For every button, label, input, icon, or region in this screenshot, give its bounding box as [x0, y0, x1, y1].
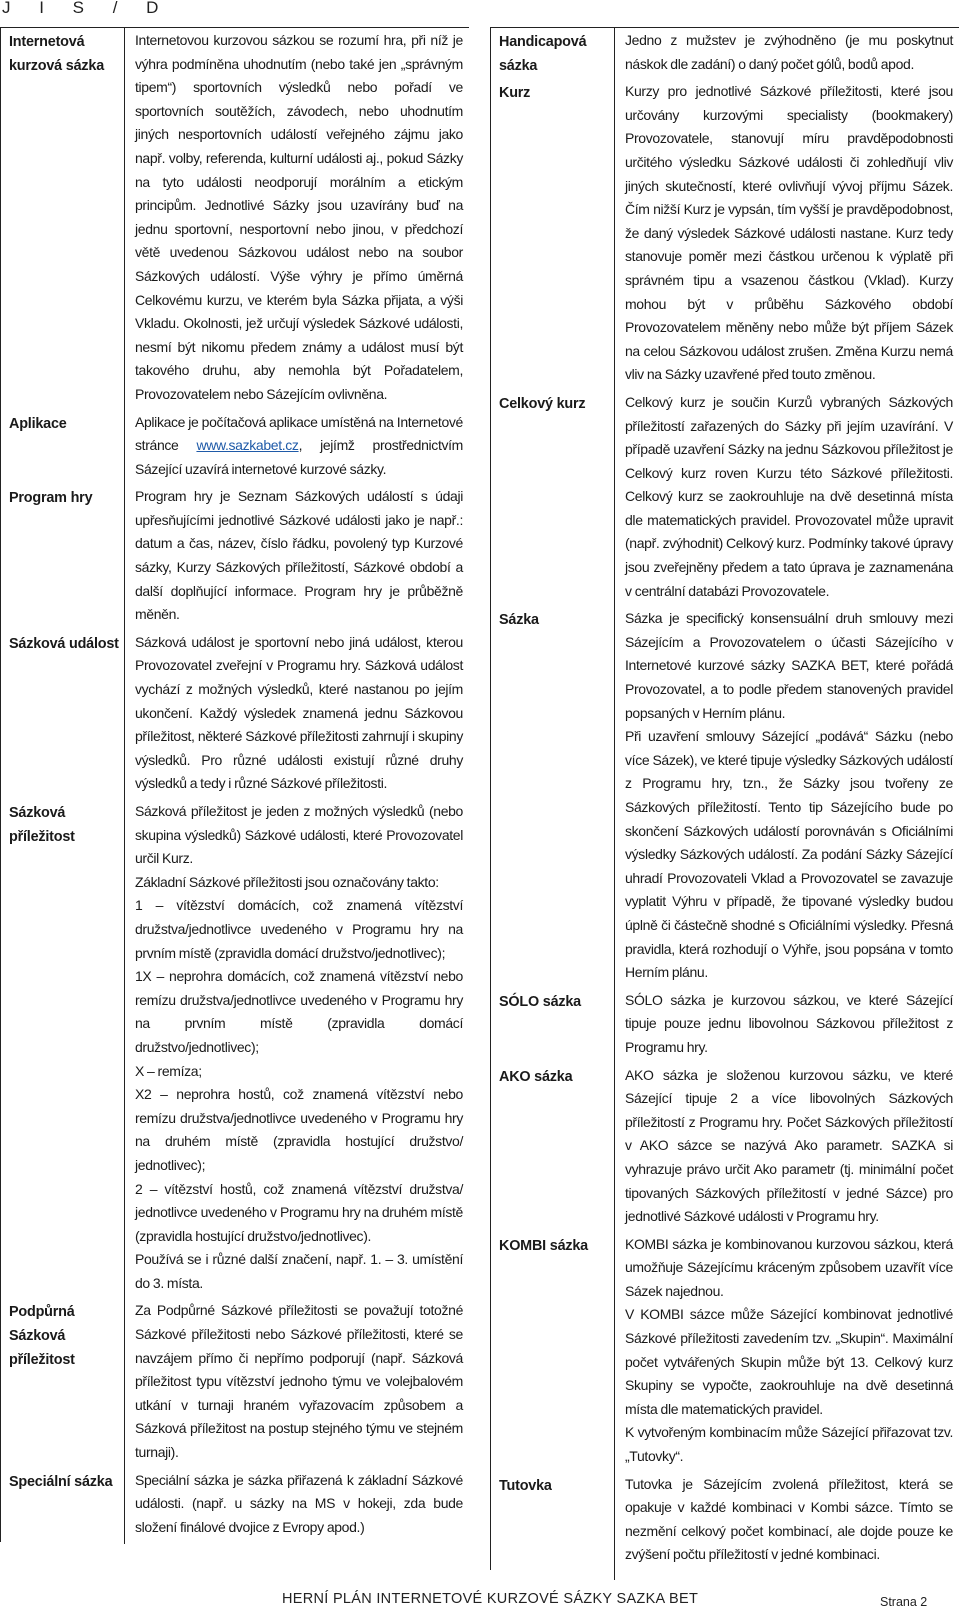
- glossary-row: [1, 484, 469, 630]
- definition-paragraph: Při uzavření smlouvy Sázející „podává“ Sázku (nebo více Sázek), ve které tipuje výsledky Sázkových událostí z Programu hry, tzn., že Sázky jsou tvořeny ze Sázkových příležitostí. Tento tip Sázejícího bude po skončení Sázkových událostí porovnáván s Oficiálními výsledky Sázkových událostí. Za podání Sázky Sázející uhradí Provozovateli Vklad a Provozovatel se zavazuje vyplatit Výhru v případě, že tipované výsledky budou úplně či částečně shodné s Oficiálními výsledky. Přesná pravidla, která rozhodují o Výhře, jsou popsána v tomto Herním plánu.: [625, 728, 953, 981]
- definition-paragraph: Jedno z mužstev je zvýhodněno (je mu poskytnut náskok dle zadání) o daný počet gólů, bodů apod.: [625, 32, 953, 72]
- term-sazkova-prilezitost: Sázková příležitost: [9, 805, 75, 845]
- glossary-row: [491, 28, 959, 79]
- glossary-row: [491, 606, 959, 988]
- definition: [615, 1063, 959, 1232]
- glossary-row: [491, 79, 959, 390]
- glossary-row: [1, 28, 469, 410]
- definition-paragraph: [135, 411, 463, 482]
- brand-logo: J I S / D: [2, 0, 171, 17]
- glossary-row: [491, 1472, 959, 1570]
- glossary-row: [1, 1298, 469, 1467]
- definition-paragraph: 2 – vítězství hostů, což znamená vítězství družstva/ jednotlivce uvedeného v Programu hry na druhém místě (zpravidla hostující družstvo/jednotlivec).: [135, 1180, 463, 1244]
- definition-paragraph: Celkový kurz je součin Kurzů vybraných Sázkových příležitostí zařazených do Sázky při jejím uzavírání. V případě uzavření Sázky na jednu Sázkovou příležitost je Celkový kurz roven Kurzu této Sázkové příležitosti. Celkový kurz se zaokrouhluje na dvě desetinná místa dle matematických pravidel. Provozovatel může upravit (např. zvýhodnit) Celkový kurz. Podmínky takové úpravy jsou zveřejněny předem a tato úprava je zaznamenána v centrální databázi Provozovatele.: [625, 393, 953, 599]
- term-solo-sazka: SÓLO sázka: [499, 993, 581, 1010]
- term-tutovka: Tutovka: [499, 1477, 552, 1494]
- term-handicapova-sazka: Handicapová sázka: [499, 34, 587, 74]
- definition: [615, 606, 959, 988]
- term-sazkova-udalost: Sázková událost: [9, 635, 119, 652]
- definition: [615, 1472, 959, 1570]
- definition: [615, 390, 959, 606]
- definition: [125, 484, 469, 630]
- definition-paragraph: 1 – vítězství domácích, což znamená vítězství družstva/jednotlivce uvedeného v Programu hry na prvním místě (zpravidla domácí družstvo/jednotlivec);: [135, 897, 463, 961]
- definition-paragraph: Základní Sázkové příležitosti jsou označovány takto:: [135, 873, 439, 890]
- term-program-hry: Program hry: [9, 490, 93, 507]
- term-internetova-kurzova-sazka: Internetová kurzová sázka: [9, 34, 104, 74]
- term-kombi-sazka: KOMBI sázka: [499, 1237, 588, 1254]
- definition: [125, 630, 469, 799]
- definition: [615, 28, 959, 79]
- glossary-row: [491, 1063, 959, 1232]
- definition-paragraph: X2 – neprohra hostů, což znamená vítězství nebo remízu družstva/jednotlivce uvedeného v Programu hry na druhém místě (zpravidla hostující družstvo/ jednotlivec);: [135, 1086, 463, 1173]
- term-aplikace: Aplikace: [9, 415, 67, 432]
- definition-paragraph: Používá se i různé další značení, např. 1. – 3. umístění do 3. místa.: [135, 1251, 463, 1291]
- term-kurz: Kurz: [499, 85, 531, 102]
- definition: [125, 1298, 469, 1467]
- term-specialni-sazka: Speciální sázka: [9, 1473, 113, 1490]
- definition-paragraph: Internetovou kurzovou sázkou se rozumí hra, při níž je výhra podmíněna uhodnutím (nebo také jen „správným tipem“) sportovních výsledků nebo pořadí ve sportovních soutěžích, závodech, nebo uhodnutím jiných nesportovních událostí veřejného zájmu jako např. volby, referenda, kulturní události aj., pokud Sázky na tyto události neodporují morálním a etickým principům. Jednotlivé Sázky jsou uzavírány buď na jednu sportovní, nesportovní nebo jinou, v předchozí větě uvedenou Sázkovou událost nebo na soubor Sázkových událostí. Výše výhry je přímo úměrná Celkovému kurzu, ve kterém byla Sázka přijata, a výši Vkladu. Okolnosti, jež určují výsledek Sázkové události, nesmí být nikomu předem známy a událost musí být takového druhu, aby nemohla být Pořadatelem, Provozovatelem nebo Sázejícím ovlivněna.: [135, 32, 463, 402]
- definition-paragraph: Speciální sázka je sázka přiřazená k základní Sázkové události. (např. u sázky na MS v hokeji, zda bude složení finálové dvojice z Evropy apod.): [135, 1471, 463, 1535]
- definition-paragraph: 1X – neprohra domácích, což znamená vítězství nebo remízu družstva/jednotlivce uvedeného v Programu hry na prvním místě (zpravidla domácí družstvo/jednotlivec);: [135, 968, 463, 1055]
- definition-paragraph: AKO sázka je složenou kurzovou sázku, ve které Sázející tipuje 2 a více libovolných Sázkových příležitostí z Programu hry. Počet Sázkových příležitostí v AKO sázce se nazývá Ako parametr. SAZKA si vyhrazuje právo určit Ako parametr (tj. minimální počet tipovaných Sázkových příležitostí v jedné Sázce) pro jednotlivé Sázkové události v Programu hry.: [625, 1066, 953, 1225]
- footer-title: HERNÍ PLÁN INTERNETOVÉ KURZOVÉ SÁZKY SAZKA BET: [282, 1591, 699, 1607]
- term-celkovy-kurz: Celkový kurz: [499, 395, 586, 412]
- glossary-row: [1, 410, 469, 485]
- glossary-row: [1, 799, 469, 1298]
- glossary-row: [1, 1468, 469, 1543]
- page-number: Strana 2: [880, 1595, 928, 1609]
- definition-paragraph: Sázková příležitost je jeden z možných výsledků (nebo skupina výsledků) Sázkové události, které Provozovatel určil Kurz.: [135, 803, 463, 867]
- glossary-row: [491, 988, 959, 1063]
- definition: [125, 28, 469, 410]
- definition: [125, 410, 469, 485]
- definition-paragraph: Kurzy pro jednotlivé Sázkové příležitosti, které jsou určovány kurzovými specialisty (bookmakery) Provozovatele, stanovují míru pravděpodobnosti určitého výsledku Sázkové události či zohledňují vliv jiných skutečností, které ovlivňují vývoj příjmu Sázek. Čím nižší Kurz je vypsán, tím vyšší je pravděpodobnost, že daný výsledek Sázkové události nastane. Kurz tedy stanovuje poměr mezi částkou určenou k výplatě při správném tipu a vsazenou částkou (Vklad). Kurzy mohou být v průběhu Sázkového období Provozovatelem měněny nebo může být příjem Sázek na celou Sázkovou událost zrušen. Změna Kurzu nemá vliv na Sázky uzavřené před touto změnou.: [625, 83, 953, 383]
- definition-paragraph: X – remíza;: [135, 1062, 202, 1079]
- definition-paragraph: Sázka je specifický konsensuální druh smlouvy mezi Sázejícím a Provozovatelem o účasti Sázejícího v Internetové kurzové sázky SAZKA BET, které pořádá Provozovatel, a to podle předem stanovených pravidel popsaných v Herním plánu.: [625, 610, 953, 721]
- definition-text: Aplikace je počítačová aplikace umístěná na Internetové stránce: [135, 413, 463, 454]
- definition-paragraph: Za Podpůrné Sázkové příležitosti se považují totožné Sázkové příležitosti nebo Sázkové příležitosti, které se navzájem přímo či nepřímo podporují (např. Sázková příležitost typu vítězství jednoho týmu ve volejbalovém utkání v turnaji hraném vyřazovacím způsobem a Sázková příležitost na postup stejného týmu ve stejném turnaji).: [135, 1302, 463, 1461]
- term-podpurna-sazkova-prilezitost: Podpůrná Sázková příležitost: [9, 1304, 75, 1369]
- definition: [125, 799, 469, 1298]
- definition: [125, 1468, 469, 1543]
- definition: [615, 988, 959, 1063]
- left-glossary-column: [0, 27, 469, 1542]
- definition-paragraph: SÓLO sázka je kurzovou sázkou, ve které Sázející tipuje pouze jednu libovolnou Sázkovou příležitost z Programu hry.: [625, 991, 953, 1055]
- definition: [615, 1232, 959, 1472]
- definition-text: , jejímž prostřednictvím Sázející uzavírá internetové kurzové sázky.: [135, 437, 463, 477]
- right-glossary-column: [490, 27, 959, 1570]
- term-sazka: Sázka: [499, 612, 539, 629]
- definition-paragraph: K vytvořeným kombinacím může Sázející přiřazovat tzv. „Tutovky“.: [625, 1424, 953, 1465]
- definition-paragraph: Sázková událost je sportovní nebo jiná událost, kterou Provozovatel zveřejní v Programu hry. Sázková událost vychází z možných výsledků, které nastanou po jejím ukončení. Každý výsledek znamená jednu Sázkovou příležitost, některé Sázkové příležitosti zahrnují i skupiny výsledků. Pro různé události existují různé druhy výsledků a tedy i různé Sázkové příležitosti.: [135, 633, 463, 792]
- glossary-row: [491, 390, 959, 606]
- definition-paragraph: Tutovka je Sázejícím zvolená příležitost, která se opakuje v každé kombinaci v Kombi sázce. Tímto se nezmění celkový počet kombinací, ale dojde pouze ke zvýšení počtu příležitostí v jedné kombinaci.: [625, 1475, 953, 1563]
- term-ako-sazka: AKO sázka: [499, 1068, 573, 1085]
- definition-paragraph: Program hry je Seznam Sázkových událostí s údaji upřesňujícími jednotlivé Sázkové události jako je např.: datum a čas, název, číslo řádku, povolený typ Kurzové sázky, Kurzy Sázkových příležitostí, Sázkové období a další doplňující informace. Program hry je průběžně měněn.: [135, 488, 463, 623]
- definition-paragraph: V KOMBI sázce může Sázející kombinovat jednotlivé Sázkové příležitosti zavedením tzv. „Skupin“. Maximální počet vytvářených Skupin může být 13. Celkový kurz Skupiny se vypočte, zaokrouhluje na dvě desetinná místa dle matematických pravidel.: [625, 1306, 953, 1417]
- glossary-row: [491, 1232, 959, 1472]
- sazkabet-link[interactable]: www.sazkabet.cz: [196, 437, 299, 454]
- definition-paragraph: KOMBI sázka je kombinovanou kurzovou sázkou, která umožňuje Sázejícímu kráceným způsobem uzavřít více Sázek najednou.: [625, 1235, 953, 1299]
- glossary-row: [1, 630, 469, 799]
- definition: [615, 79, 959, 390]
